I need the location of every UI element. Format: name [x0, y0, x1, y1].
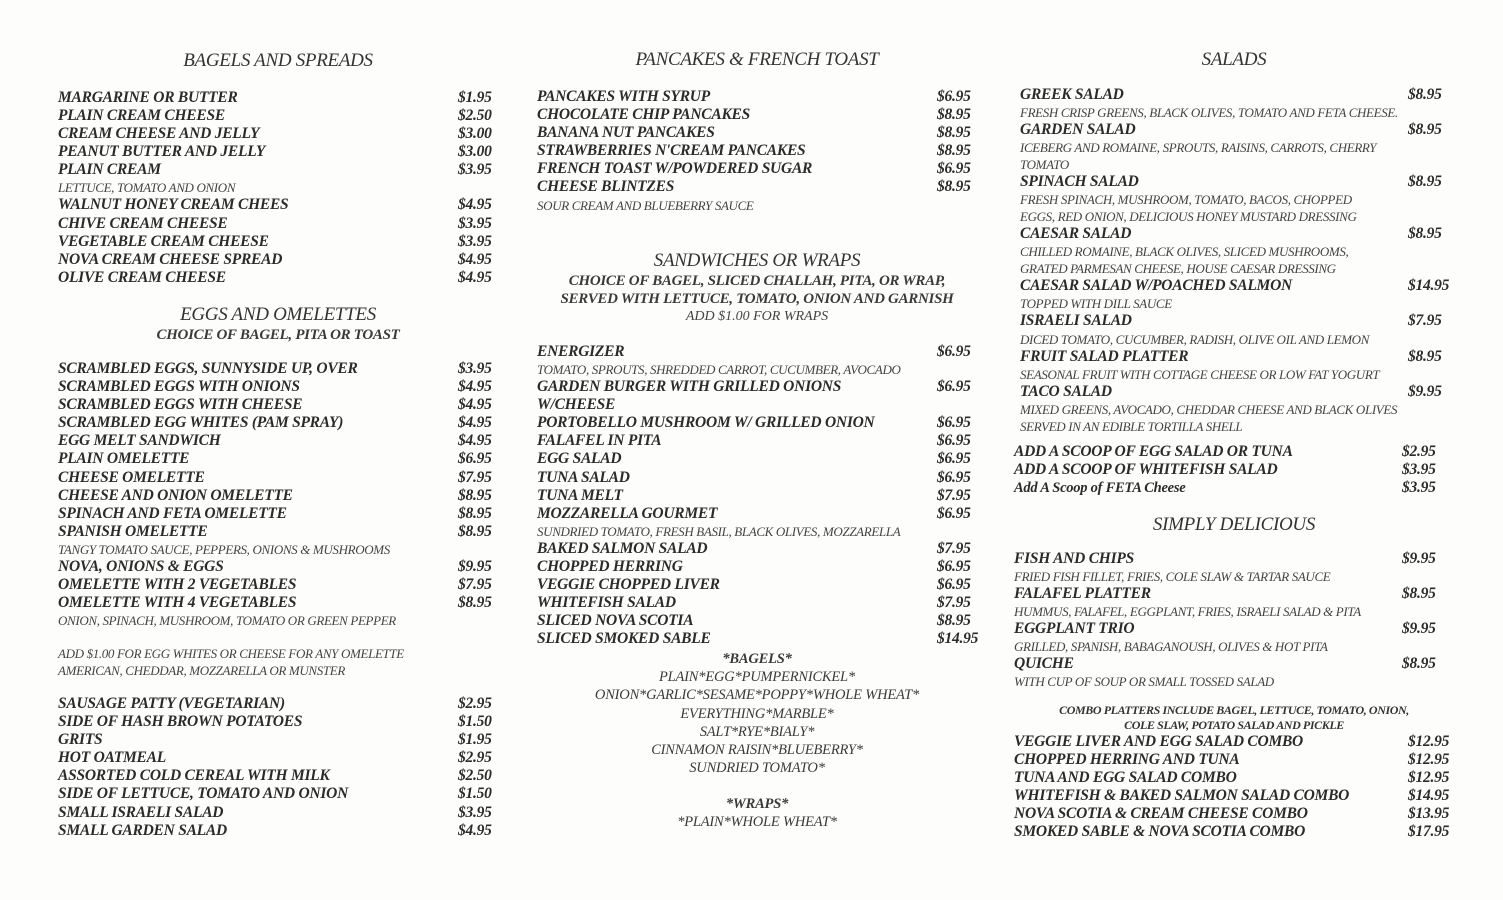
- price: $14.95: [937, 630, 979, 648]
- combo-note-line: COLE SLAW, POTATO SALAD AND PICKLE: [1124, 718, 1344, 732]
- bagel-variety-line: SALT*RYE*BIALY*: [699, 723, 815, 740]
- sides-list: [58, 695, 498, 840]
- menu-item: FISH AND CHIPS $9.95: [1014, 550, 1442, 568]
- omelette-note: [58, 645, 498, 679]
- price: $6.95: [937, 432, 971, 450]
- price: $6.95: [937, 343, 971, 360]
- menu-item: WHITEFISH SALAD $7.95: [537, 594, 977, 612]
- menu-item: SPINACH SALAD $8.95: [1020, 173, 1448, 191]
- menu-item: SMALL ISRAELI SALAD $3.95: [58, 804, 498, 822]
- menu-item: TUNA SALAD $6.95: [537, 469, 977, 487]
- menu-item: SMALL GARDEN SALAD $4.95: [58, 822, 498, 840]
- price: $8.95: [937, 124, 971, 142]
- menu-item: GRITS $1.95: [58, 731, 498, 749]
- menu-item: NOVA SCOTIA & CREAM CHEESE COMBO $13.95: [1014, 805, 1454, 823]
- price: $12.95: [1408, 733, 1450, 750]
- price: $17.95: [1408, 823, 1450, 841]
- item-description: TANGY TOMATO SAUCE, PEPPERS, ONIONS & MUSHROOMS: [58, 541, 390, 557]
- bagel-variety-line: ONION*GARLIC*SESAME*POPPY*WHOLE WHEAT*: [594, 687, 920, 704]
- menu-item: FRUIT SALAD PLATTER $8.95: [1020, 348, 1448, 366]
- section-subtitle: CHOICE OF BAGEL, PITA OR TOAST: [156, 327, 400, 343]
- menu-item: OLIVE CREAM CHEESE $4.95: [58, 269, 498, 287]
- item-description: TOPPED WITH DILL SAUCE: [1020, 296, 1172, 312]
- price: $6.95: [458, 450, 492, 468]
- menu-item: SLICED NOVA SCOTIA $8.95: [537, 612, 977, 630]
- item-description: FRESH SPINACH, MUSHROOM, TOMATO, BACOS, CHOPPED: [1020, 192, 1352, 208]
- price: $9.95: [1402, 620, 1436, 638]
- price: $14.95: [1408, 277, 1450, 295]
- price: $12.95: [1408, 769, 1450, 787]
- price: $4.95: [458, 268, 492, 286]
- section-title: EGGS AND OMELETTES: [180, 304, 376, 325]
- menu-item: NOVA CREAM CHEESE SPREAD $4.95: [58, 251, 498, 269]
- menu-item: SIDE OF LETTUCE, TOMATO AND ONION $1.50: [58, 785, 498, 803]
- section-title: SIMPLY DELICIOUS: [1152, 514, 1316, 535]
- menu-item: GREEK SALAD $8.95: [1020, 86, 1448, 104]
- price: $7.95: [937, 594, 971, 612]
- menu-item: PANCAKES WITH SYRUP $6.95: [537, 88, 977, 106]
- price: $3.95: [1402, 479, 1436, 497]
- price: $3.00: [458, 143, 492, 161]
- price: $2.95: [458, 749, 492, 767]
- bagel-variety-line: CINNAMON RAISIN*BLUEBERRY*: [651, 742, 863, 759]
- item-description: ICEBERG AND ROMAINE, SPROUTS, RAISINS, CARROTS, CHERRY: [1020, 140, 1377, 156]
- price: $9.95: [458, 557, 492, 575]
- section-salads: [1014, 49, 1454, 71]
- menu-item-continuation: W/CHEESE: [537, 396, 616, 414]
- item-description: TOMATO, SPROUTS, SHREDDED CARROT, CUCUMBER, AVOCADO: [537, 362, 901, 378]
- menu-item: OMELETTE WITH 4 VEGETABLES $8.95: [58, 594, 498, 612]
- section-subtitle: CHOICE OF BAGEL, SLICED CHALLAH, PITA, OR WRAP,: [568, 273, 946, 289]
- section-note: ADD $1.00 FOR WRAPS: [685, 309, 829, 324]
- price: $7.95: [937, 486, 971, 504]
- item-description: ONION, SPINACH, MUSHROOM, TOMATO OR GREEN PEPPER: [58, 613, 396, 629]
- item-description: FRESH CRISP GREENS, BLACK OLIVES, TOMATO AND FETA CHEESE.: [1020, 105, 1398, 121]
- salad-addons-list: [1014, 443, 1442, 497]
- item-description: CHILLED ROMAINE, BLACK OLIVES, SLICED MUSHROOMS,: [1020, 244, 1349, 260]
- menu-item: CHOCOLATE CHIP PANCAKES $8.95: [537, 106, 977, 124]
- menu-item: EGGPLANT TRIO $9.95: [1014, 620, 1442, 638]
- simply-delicious-list: [1014, 550, 1442, 690]
- price: $1.95: [458, 731, 492, 749]
- price: $3.95: [1402, 461, 1436, 479]
- price: $6.95: [937, 414, 971, 432]
- menu-item: WHITEFISH & BAKED SALMON SALAD COMBO $14.95: [1014, 787, 1454, 805]
- menu-item: STRAWBERRIES N'CREAM PANCAKES $8.95: [537, 142, 977, 160]
- price: $6.95: [937, 88, 971, 105]
- price: $9.95: [1402, 550, 1436, 567]
- menu-item: EGG MELT SANDWICH $4.95: [58, 432, 498, 450]
- item-description: LETTUCE, TOMATO AND ONION: [58, 180, 236, 196]
- menu-item: SCRAMBLED EGGS WITH CHEESE $4.95: [58, 396, 498, 414]
- sandwiches-list: [537, 343, 977, 648]
- item-description: TOMATO: [1020, 157, 1069, 173]
- menu-item: ASSORTED COLD CEREAL WITH MILK $2.50: [58, 767, 498, 785]
- price: $13.95: [1408, 805, 1450, 823]
- menu-item: ADD A SCOOP OF WHITEFISH SALAD $3.95: [1014, 461, 1442, 479]
- bagel-varieties: [537, 650, 977, 777]
- note-line: ADD $1.00 FOR EGG WHITES OR CHEESE FOR ANY OMELETTE: [58, 646, 404, 661]
- menu-item: CAESAR SALAD $8.95: [1020, 225, 1448, 243]
- price: $8.95: [1408, 173, 1442, 191]
- combo-note-line: COMBO PLATTERS INCLUDE BAGEL, LETTUCE, TOMATO, ONION,: [1059, 703, 1409, 717]
- menu-item: PLAIN CREAM $3.95: [58, 161, 498, 179]
- wrap-varieties: [537, 795, 977, 831]
- menu-item: VEGGIE CHOPPED LIVER $6.95: [537, 576, 977, 594]
- menu-item: SIDE OF HASH BROWN POTATOES $1.50: [58, 713, 498, 731]
- bagel-variety-line: EVERYTHING*MARBLE*: [680, 705, 834, 722]
- menu-item: EGG SALAD $6.95: [537, 450, 977, 468]
- menu-item: ENERGIZER $6.95: [537, 343, 977, 361]
- price: $8.95: [458, 504, 492, 522]
- price: $3.95: [458, 803, 492, 821]
- item-description: GRILLED, SPANISH, BABAGANOUSH, OLIVES & HOT PITA: [1014, 639, 1328, 655]
- item-description: MIXED GREENS, AVOCADO, CHEDDAR CHEESE AND BLACK OLIVES: [1020, 401, 1398, 417]
- menu-item: TACO SALAD $9.95: [1020, 383, 1448, 401]
- wrap-varieties-title: *WRAPS*: [725, 796, 789, 812]
- item-description: WITH CUP OF SOUP OR SMALL TOSSED SALAD: [1014, 674, 1274, 690]
- price: $6.95: [937, 468, 971, 486]
- price: $8.95: [1408, 121, 1442, 139]
- menu-item: PLAIN OMELETTE $6.95: [58, 450, 498, 468]
- price: $8.95: [458, 486, 492, 504]
- item-description: DICED TOMATO, CUCUMBER, RADISH, OLIVE OIL AND LEMON: [1020, 331, 1370, 347]
- bagel-variety-line: SUNDRIED TOMATO*: [689, 760, 825, 777]
- menu-item: FALAFEL IN PITA $6.95: [537, 432, 977, 450]
- item-description: FRIED FISH FILLET, FRIES, COLE SLAW & TARTAR SAUCE: [1014, 569, 1331, 585]
- section-sandwiches-or-wraps: [537, 250, 977, 325]
- menu-item: CHOPPED HERRING AND TUNA $12.95: [1014, 751, 1454, 769]
- menu-item: PORTOBELLO MUSHROOM W/ GRILLED ONION $6.95: [537, 414, 977, 432]
- menu-item: PLAIN CREAM CHEESE $2.50: [58, 107, 498, 125]
- price: $3.00: [458, 125, 492, 143]
- price: $12.95: [1408, 751, 1450, 769]
- salads-list: [1020, 86, 1448, 435]
- bagels-spreads-list: [58, 89, 498, 287]
- price: $9.95: [1408, 382, 1442, 400]
- section-title: BAGELS AND SPREADS: [183, 50, 373, 71]
- price: $7.95: [937, 539, 971, 557]
- price: $6.95: [937, 557, 971, 575]
- menu-item: ADD A SCOOP OF EGG SALAD OR TUNA $2.95: [1014, 443, 1442, 461]
- price: $4.95: [458, 378, 492, 396]
- price: $3.95: [458, 232, 492, 250]
- price: $6.95: [937, 378, 971, 396]
- section-title: PANCAKES & FRENCH TOAST: [635, 49, 879, 70]
- menu-item: VEGGIE LIVER AND EGG SALAD COMBO $12.95: [1014, 733, 1454, 751]
- menu-item: MARGARINE OR BUTTER $1.95: [58, 89, 498, 107]
- menu-item: SAUSAGE PATTY (VEGETARIAN) $2.95: [58, 695, 498, 713]
- item-description: EGGS, RED ONION, DELICIOUS HONEY MUSTARD DRESSING: [1020, 209, 1357, 225]
- price: $6.95: [937, 576, 971, 594]
- menu-item: SCRAMBLED EGGS, SUNNYSIDE UP, OVER $3.95: [58, 360, 498, 378]
- price: $7.95: [1408, 312, 1442, 330]
- wrap-variety-line: *PLAIN*WHOLE WHEAT*: [677, 814, 837, 831]
- section-subtitle: SERVED WITH LETTUCE, TOMATO, ONION AND GARNISH: [560, 291, 954, 307]
- menu-item: CHEESE AND ONION OMELETTE $8.95: [58, 487, 498, 505]
- eggs-omelettes-list: [58, 360, 498, 629]
- menu-item: SPANISH OMELETTE $8.95: [58, 523, 498, 541]
- section-simply-delicious: [1014, 514, 1454, 536]
- price: $3.95: [458, 214, 492, 232]
- note-line: AMERICAN, CHEDDAR, MOZZARELLA OR MUNSTER: [58, 663, 345, 678]
- price: $1.50: [458, 713, 492, 731]
- menu-item: PEANUT BUTTER AND JELLY $3.00: [58, 143, 498, 161]
- menu-item: VEGETABLE CREAM CHEESE $3.95: [58, 233, 498, 251]
- menu-item: CHEESE OMELETTE $7.95: [58, 469, 498, 487]
- price: $8.95: [1408, 347, 1442, 365]
- price: $8.95: [937, 142, 971, 160]
- price: $8.95: [458, 522, 492, 540]
- menu-item: FRENCH TOAST W/POWDERED SUGAR $6.95: [537, 160, 977, 178]
- menu-item: SLICED SMOKED SABLE $14.95: [537, 630, 979, 648]
- price: $14.95: [1408, 787, 1450, 805]
- menu-item: BANANA NUT PANCAKES $8.95: [537, 124, 977, 142]
- price: $4.95: [458, 821, 492, 839]
- menu-item: HOT OATMEAL $2.95: [58, 749, 498, 767]
- price: $4.95: [458, 432, 492, 450]
- price: $6.95: [937, 504, 971, 522]
- item-description: SOUR CREAM AND BLUEBERRY SAUCE: [537, 197, 754, 213]
- price: $3.95: [458, 360, 492, 377]
- menu-item: BAKED SALMON SALAD $7.95: [537, 540, 977, 558]
- menu-item: OMELETTE WITH 2 VEGETABLES $7.95: [58, 576, 498, 594]
- price: $4.95: [458, 396, 492, 414]
- pancakes-list: [537, 88, 977, 214]
- menu-item: MOZZARELLA GOURMET $6.95: [537, 505, 977, 523]
- price: $6.95: [937, 450, 971, 468]
- menu-item: WALNUT HONEY CREAM CHEES $4.95: [58, 196, 498, 214]
- price: $2.50: [458, 767, 492, 785]
- combo-platters-note: [1014, 703, 1454, 733]
- price: $8.95: [1408, 225, 1442, 243]
- menu-item: CREAM CHEESE AND JELLY $3.00: [58, 125, 498, 143]
- menu-item: ISRAELI SALAD $7.95: [1020, 312, 1448, 330]
- price: $8.95: [937, 106, 971, 124]
- menu-item: SCRAMBLED EGGS WITH ONIONS $4.95: [58, 378, 498, 396]
- menu-item: CHOPPED HERRING $6.95: [537, 558, 977, 576]
- item-description: SEASONAL FRUIT WITH COTTAGE CHEESE OR LOW FAT YOGURT: [1020, 366, 1380, 382]
- section-bagels-and-spreads: [58, 50, 498, 72]
- combo-platters-list: [1014, 733, 1454, 842]
- section-title: SANDWICHES OR WRAPS: [653, 250, 861, 271]
- price: $2.95: [458, 695, 492, 712]
- price: $1.95: [458, 89, 492, 106]
- item-description: GRATED PARMESAN CHEESE, HOUSE CAESAR DRESSING: [1020, 261, 1336, 277]
- price: $4.95: [458, 414, 492, 432]
- menu-item: CHIVE CREAM CHEESE $3.95: [58, 215, 498, 233]
- section-title: SALADS: [1201, 49, 1267, 70]
- menu-item: QUICHE $8.95: [1014, 655, 1442, 673]
- item-description: SUNDRIED TOMATO, FRESH BASIL, BLACK OLIVES, MOZZARELLA: [537, 523, 901, 539]
- price: $1.50: [458, 785, 492, 803]
- menu-item: Add A Scoop of FETA Cheese $3.95: [1014, 479, 1442, 497]
- price: $7.95: [458, 468, 492, 486]
- section-pancakes-french-toast: [537, 49, 977, 71]
- menu-item: GARDEN BURGER WITH GRILLED ONIONS $6.95: [537, 378, 977, 396]
- bagel-varieties-title: *BAGELS*: [722, 651, 792, 667]
- price: $4.95: [458, 196, 492, 214]
- menu-item: FALAFEL PLATTER $8.95: [1014, 585, 1442, 603]
- price: $8.95: [1402, 655, 1436, 673]
- menu-item: CAESAR SALAD W/POACHED SALMON $14.95: [1020, 277, 1450, 295]
- price: $7.95: [458, 576, 492, 594]
- price: $3.95: [458, 161, 492, 179]
- menu-item: TUNA AND EGG SALAD COMBO $12.95: [1014, 769, 1454, 787]
- item-description: SERVED IN AN EDIBLE TORTILLA SHELL: [1020, 418, 1243, 434]
- menu-item: CHEESE BLINTZES $8.95: [537, 178, 977, 196]
- price: $8.95: [937, 178, 971, 196]
- price: $8.95: [937, 612, 971, 630]
- price: $8.95: [458, 594, 492, 612]
- bagel-variety-line: PLAIN*EGG*PUMPERNICKEL*: [659, 669, 855, 686]
- menu-item: SCRAMBLED EGG WHITES (PAM SPRAY) $4.95: [58, 414, 498, 432]
- menu-item: SPINACH AND FETA OMELETTE $8.95: [58, 505, 498, 523]
- price: $4.95: [458, 250, 492, 268]
- price: $2.50: [458, 107, 492, 125]
- menu-item: GARDEN SALAD $8.95: [1020, 121, 1448, 139]
- section-eggs-and-omelettes: [58, 304, 498, 344]
- menu-item: TUNA MELT $7.95: [537, 487, 977, 505]
- price: $2.95: [1402, 443, 1436, 460]
- menu-item: SMOKED SABLE & NOVA SCOTIA COMBO $17.95: [1014, 823, 1454, 841]
- item-description: HUMMUS, FALAFEL, EGGPLANT, FRIES, ISRAELI SALAD & PITA: [1014, 604, 1361, 620]
- menu-item: NOVA, ONIONS & EGGS $9.95: [58, 558, 498, 576]
- price: $6.95: [937, 160, 971, 178]
- price: $8.95: [1402, 585, 1436, 603]
- price: $8.95: [1408, 86, 1442, 103]
